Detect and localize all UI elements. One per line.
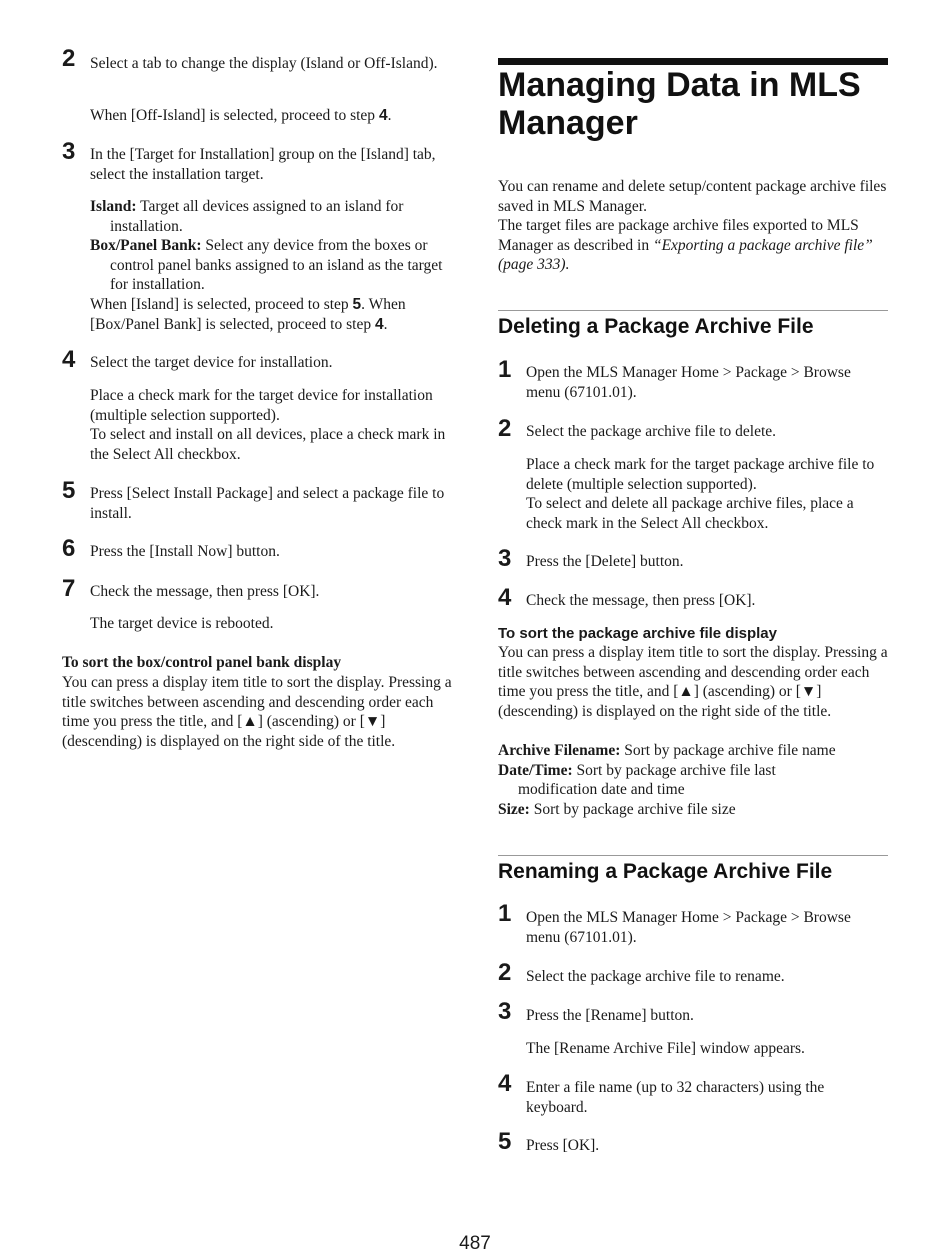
step-number: 2 xyxy=(498,959,512,986)
step-text: Press [Select Install Package] and select a package file to install. xyxy=(90,485,445,522)
title-bar xyxy=(498,58,888,65)
intro-text: You can rename and delete setup/content package archive files saved in MLS Manager. The target files are package archive files exported to MLS Manager as described in “Exporting a package archive file” (page 333). xyxy=(498,178,887,273)
step-text: Press [OK]. xyxy=(526,1137,600,1154)
step-text: Select the package archive file to rename. xyxy=(526,968,785,985)
step-text: Press the [Rename] button. xyxy=(526,1007,694,1024)
step-number: 5 xyxy=(62,477,76,504)
step-text: Press the [Install Now] button. xyxy=(90,543,280,560)
sort-description: You can press a display item title to sort the display. Pressing a title switches between ascending and descending order each time you press the title, and [▲] (ascending) or [▼] (descending) is displayed on the right side of the title. xyxy=(498,644,888,720)
cross-reference: “Exporting a package archive file” (page 333). xyxy=(498,236,873,273)
step-number: 6 xyxy=(62,535,76,562)
section-heading-delete: Deleting a Package Archive File xyxy=(498,315,814,338)
step-number: 2 xyxy=(62,45,76,72)
step-text: Enter a file name (up to 32 characters) using the keyboard. xyxy=(526,1079,825,1116)
step-text: Open the MLS Manager Home > Package > Browse menu (67101.01). xyxy=(526,364,851,401)
sort-description: You can press a display item title to sort the display. Pressing a title switches between ascending and descending order each time you press the title, and [▲] (ascending) or [▼] (descending) is displayed on the right side of the title. xyxy=(62,674,452,750)
step-text: Select the package archive file to delete. xyxy=(526,423,777,440)
step-number: 3 xyxy=(498,545,512,572)
section-heading-rename: Renaming a Package Archive File xyxy=(498,860,833,883)
step-number: 7 xyxy=(62,575,76,602)
step-text: Select the target device for installation. xyxy=(90,354,333,371)
step-number: 4 xyxy=(498,584,512,611)
section-divider xyxy=(498,855,888,856)
step-text: Select a tab to change the display (Island or Off-Island). xyxy=(90,55,438,72)
step-note: Place a check mark for the target device for installation (multiple selection supported). To select and install on all devices, place a check mark in the Select All checkbox. xyxy=(90,387,446,463)
definition-item: Box/Panel Bank: Select any device from the boxes or control panel banks assigned to an island as the target for installation. xyxy=(90,237,443,293)
page-title: Managing Data in MLS Manager xyxy=(498,66,861,142)
step-number: 3 xyxy=(498,998,512,1025)
step-note: When [Off-Island] is selected, proceed to step 4. xyxy=(90,107,392,124)
page-number: 487 xyxy=(459,1233,491,1254)
definition-list xyxy=(90,197,452,295)
step-text: Press the [Delete] button. xyxy=(526,553,684,570)
step-text: In the [Target for Installation] group on the [Island] tab, select the installation target. xyxy=(90,146,436,183)
step-number: 5 xyxy=(498,1128,512,1155)
step-text: Check the message, then press [OK]. xyxy=(90,583,320,600)
step-number: 1 xyxy=(498,356,512,383)
definition-item: Archive Filename: Sort by package archive file name xyxy=(498,742,836,759)
step-note: The target device is rebooted. xyxy=(90,615,274,632)
step-number: 3 xyxy=(62,138,76,165)
definition-item: Size: Sort by package archive file size xyxy=(498,800,736,818)
section-divider xyxy=(498,310,888,311)
step-note: Place a check mark for the target package archive file to delete (multiple selection supported). To select and delete all package archive files, place a check mark in the Select All checkbox. xyxy=(526,456,875,532)
step-text: Open the MLS Manager Home > Package > Browse menu (67101.01). xyxy=(526,909,851,946)
definition-item: Island: Target all devices assigned to an island for installation. xyxy=(90,198,404,235)
definition-list xyxy=(498,741,890,819)
step-text: Check the message, then press [OK]. xyxy=(526,592,756,609)
sort-heading: To sort the package archive file display xyxy=(498,625,777,642)
definition-item: Date/Time: Sort by package archive file last modification date and time xyxy=(498,761,776,798)
step-note: The [Rename Archive File] window appears. xyxy=(526,1040,805,1057)
step-number: 1 xyxy=(498,900,512,927)
step-number: 2 xyxy=(498,415,512,442)
step-number: 4 xyxy=(62,346,76,373)
step-number: 4 xyxy=(498,1070,512,1097)
step-note: When [Island] is selected, proceed to step 5. When [Box/Panel Bank] is selected, proceed to step 4. xyxy=(90,296,406,333)
sort-heading: To sort the box/control panel bank display xyxy=(62,654,342,671)
